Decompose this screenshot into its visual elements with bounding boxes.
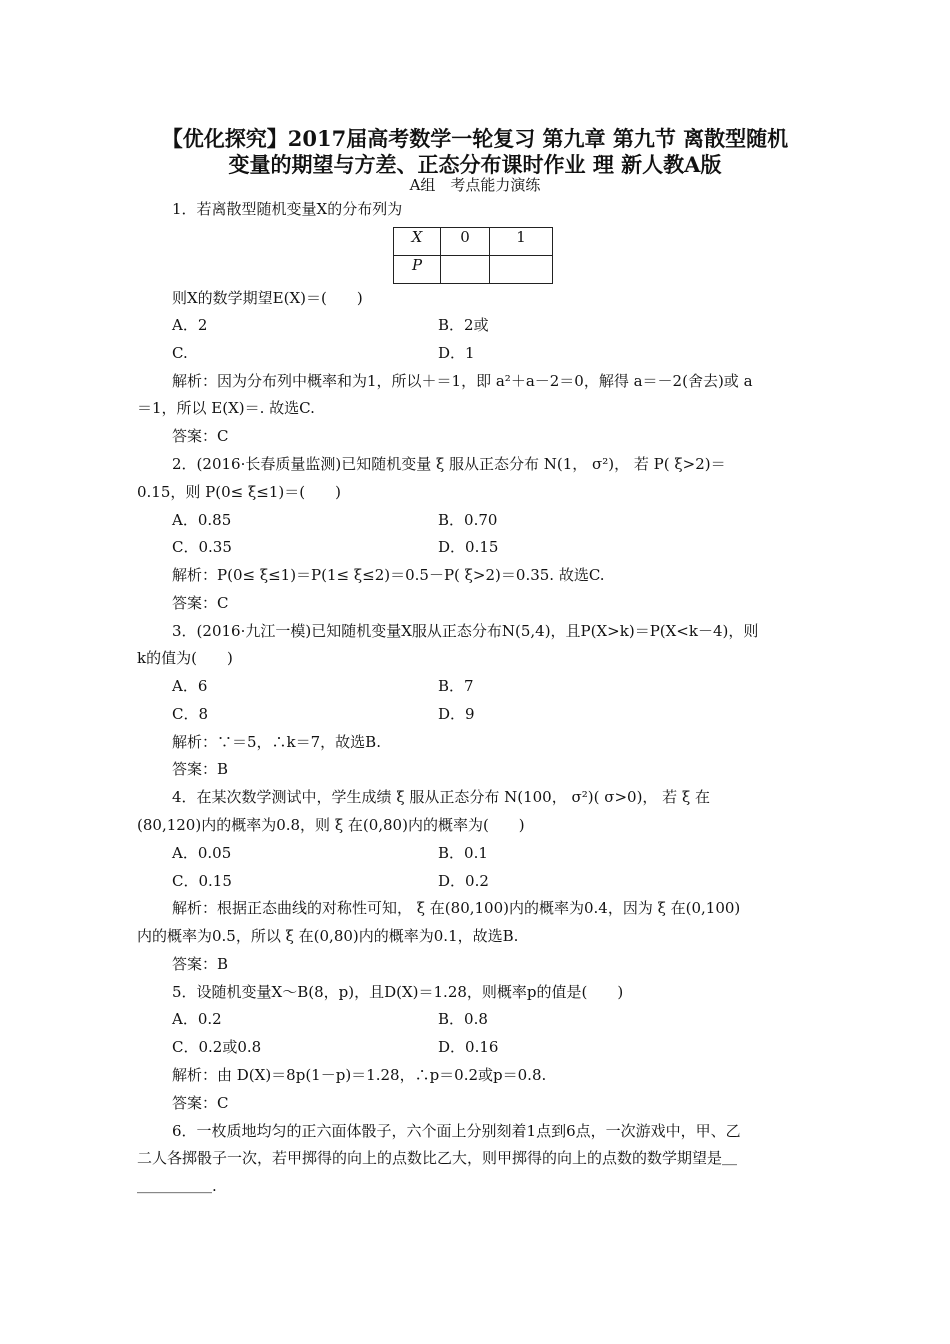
q5-analysis: 解析：由 D(X)＝8p(1－p)＝1.28，∴p＝0.2或p＝0.8.: [172, 1066, 547, 1084]
q2-option-d: D．0.15: [438, 538, 499, 556]
q2-answer: 答案：C: [172, 594, 229, 612]
q4-analysis-line-1: 解析：根据正态曲线的对称性可知， ξ 在(80,100)内的概率为0.4，因为 ξ 在(0,100): [172, 899, 741, 917]
table-cell: [490, 256, 553, 284]
document-title-line-2: 变量的期望与方差、正态分布课时作业 理 新人教A版: [228, 152, 722, 177]
q2-option-b: B．0.70: [438, 511, 498, 529]
distribution-table: [393, 227, 553, 284]
q1-analysis-line-1: 解析：因为分布列中概率和为1，所以＋＝1，即 a²＋a－2＝0，解得 a＝－2(舍去)或 a: [172, 372, 753, 390]
q5-option-a: A．0.2: [172, 1010, 222, 1028]
q3-stem-line-2: k的值为( ): [137, 649, 233, 667]
q5-option-b: B．0.8: [438, 1010, 488, 1028]
q3-option-a: A．6: [172, 677, 208, 695]
q2-option-c: C．0.35: [172, 538, 232, 556]
q4-option-d: D．0.2: [438, 872, 489, 890]
table-cell: [441, 256, 490, 284]
q1-stem: 1．若离散型随机变量X的分布列为: [172, 200, 403, 218]
q4-option-a: A．0.05: [172, 844, 232, 862]
table-cell: 0: [441, 228, 490, 256]
q6-stem-line-3: ＿＿＿＿＿.: [137, 1177, 217, 1195]
table-cell: 1: [490, 228, 553, 256]
q2-stem-line-2: 0.15，则 P(0≤ ξ≤1)＝( ): [137, 483, 341, 501]
q6-stem-line-1: 6．一枚质地均匀的正六面体骰子，六个面上分别刻着1点到6点，一次游戏中，甲、乙: [172, 1122, 741, 1140]
table-cell: P: [394, 256, 441, 284]
table-row: [394, 228, 553, 256]
q5-option-c: C．0.2或0.8: [172, 1038, 262, 1056]
q2-stem-line-1: 2．(2016·长春质量监测)已知随机变量 ξ 服从正态分布 N(1， σ²)， 若 P( ξ>2)＝: [172, 455, 726, 473]
q4-analysis-line-2: 内的概率为0.5，所以 ξ 在(0,80)内的概率为0.1，故选B.: [137, 927, 519, 945]
q3-option-b: B．7: [438, 677, 474, 695]
q1-analysis-line-2: ＝1，所以 E(X)＝. 故选C.: [137, 399, 315, 417]
q4-answer: 答案：B: [172, 955, 229, 973]
q1-option-b: B．2或: [438, 316, 489, 334]
q3-stem-line-1: 3．(2016·九江一模)已知随机变量X服从正态分布N(5,4)，且P(X>k)＝P(X<k－4)，则: [172, 622, 759, 640]
q1-question: 则X的数学期望E(X)＝( ): [172, 289, 363, 307]
q4-stem-line-2: (80,120)内的概率为0.8，则 ξ 在(0,80)内的概率为( ): [137, 816, 525, 834]
q1-option-c: C.: [172, 344, 188, 362]
q1-option-a: A．2: [172, 316, 208, 334]
q5-answer: 答案：C: [172, 1094, 229, 1112]
document-title-line-1: 【优化探究】2017届高考数学一轮复习 第九章 第九节 离散型随机: [161, 126, 789, 151]
table-cell: X: [394, 228, 441, 256]
q2-option-a: A．0.85: [172, 511, 232, 529]
q4-stem-line-1: 4．在某次数学测试中，学生成绩 ξ 服从正态分布 N(100， σ²)( σ>0)， 若 ξ 在: [172, 788, 710, 806]
q4-option-b: B．0.1: [438, 844, 488, 862]
q4-option-c: C．0.15: [172, 872, 232, 890]
q3-option-c: C．8: [172, 705, 209, 723]
q2-analysis: 解析：P(0≤ ξ≤1)＝P(1≤ ξ≤2)＝0.5－P( ξ>2)＝0.35. 故选C.: [172, 566, 605, 584]
q1-option-d: D．1: [438, 344, 475, 362]
q5-stem: 5．设随机变量X～B(8，p)，且D(X)＝1.28，则概率p的值是( ): [172, 983, 624, 1001]
q3-option-d: D．9: [438, 705, 475, 723]
q3-answer: 答案：B: [172, 760, 229, 778]
section-heading: A组 考点能力演练: [409, 176, 541, 194]
q6-stem-line-2: 二人各掷骰子一次，若甲掷得的向上的点数比乙大，则甲掷得的向上的点数的数学期望是＿: [137, 1149, 738, 1167]
q3-analysis: 解析：∵＝5，∴k＝7，故选B.: [172, 733, 381, 751]
q5-option-d: D．0.16: [438, 1038, 499, 1056]
table-row: [394, 256, 553, 284]
q1-answer: 答案：C: [172, 427, 229, 445]
